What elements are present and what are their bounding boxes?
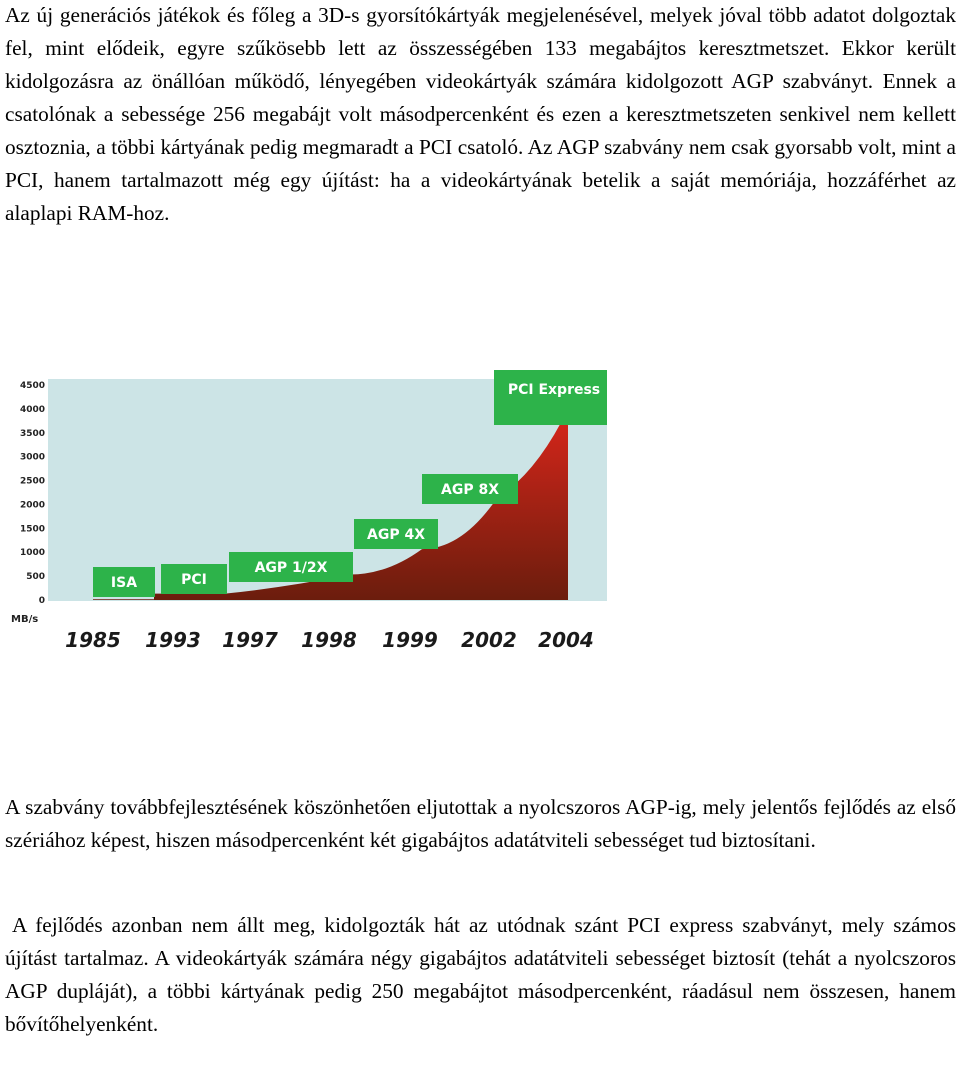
x-tick-label: 2004: [538, 628, 594, 652]
series-label: AGP 4X: [367, 527, 425, 543]
bus-bandwidth-chart: [7, 366, 607, 656]
pci-express-paragraph: A fejlődés azonban nem állt meg, kidolgozták hát az utódnak szánt PCI express szabványt, mely számos újítást tartalmaz. A videokártyák számára négy gigabájtos adatátviteli sebességet biztosít (tehát a nyolcszoros AGP dupláját), a többi kártyának pedig 250 megabájtot másodpercenként, ráadásul nem összesen, hanem bővítőhelyenként.: [5, 913, 956, 1036]
y-tick-label: 4000: [19, 404, 45, 415]
x-tick-label: 1997: [222, 628, 278, 652]
y-tick-label: 1500: [19, 524, 45, 535]
y-tick-label: 0: [38, 596, 45, 606]
y-tick-label: 2500: [19, 476, 45, 487]
x-tick-label: 1998: [301, 628, 357, 652]
series-label: ISA: [110, 575, 138, 591]
intro-paragraph: Az új generációs játékok és főleg a 3D-s gyorsítókártyák megjelenésével, melyek jóval több adatot dolgoztak fel, mint elődeik, egyre szűkösebb lett az összességében 133 megabájtos keresztmetszet. Ekkor került kidolgozásra az önállóan működő, lényegében videokártyák számára kidolgozott AGP szabványt. Ennek a csatolónak a sebessége 256 megabájt volt másodpercenként és ezen a keresztmetszeten senkivel nem kellett osztoznia, a többi kártyának pedig megmaradt a PCI csatoló. Az AGP szabvány nem csak gyorsabb volt, mint a PCI, hanem tartalmazott még egy újítást: ha a videokártyának betelik a saját memóriája, hozzáférhet az alaplapi RAM-hoz.: [5, 3, 956, 225]
y-tick-label: 1000: [19, 548, 45, 559]
x-tick-label: 1985: [65, 628, 121, 652]
x-tick-label: 1993: [145, 628, 201, 652]
y-tick-label: 3000: [19, 452, 45, 463]
series-label: AGP 8X: [441, 482, 499, 498]
agp8x-paragraph: A szabvány továbbfejlesztésének köszönhetően eljutottak a nyolcszoros AGP-ig, mely jelentős fejlődés az első szériához képest, hiszen másodpercenként két gigabájtos adatátviteli sebességet tud biztosítani.: [5, 795, 956, 852]
series-label: PCI: [181, 572, 207, 588]
series-label: AGP 1/2X: [254, 560, 328, 576]
x-tick-label: 1999: [382, 628, 438, 652]
series-label: PCI Express: [507, 382, 601, 398]
y-tick-label: 3500: [19, 428, 45, 439]
y-tick-label: 2000: [19, 500, 45, 511]
y-tick-label: 4500: [19, 381, 45, 391]
y-tick-label: 500: [26, 572, 45, 583]
y-unit-label: MB/s: [11, 614, 39, 625]
x-tick-label: 2002: [461, 628, 517, 652]
